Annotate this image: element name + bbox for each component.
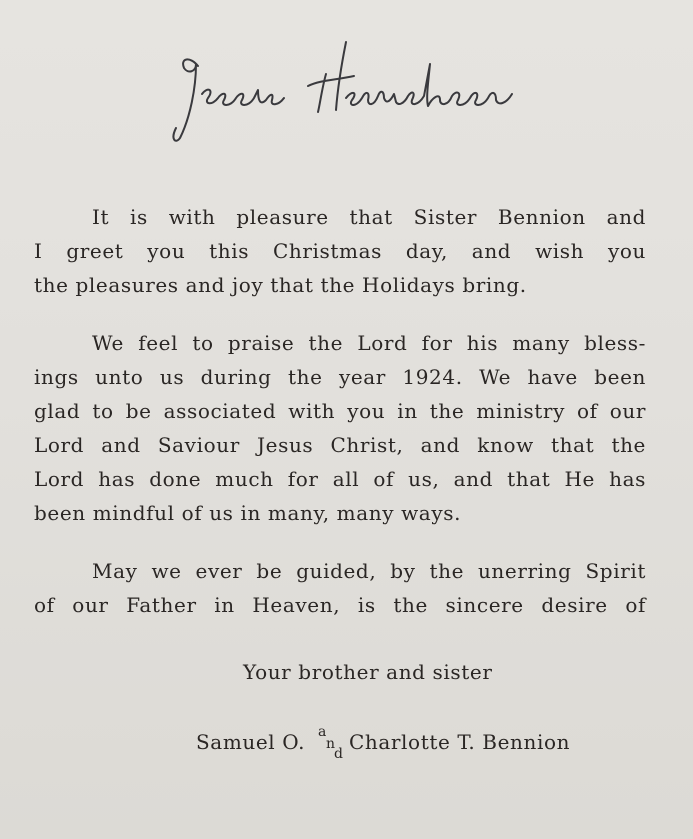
letter-body <box>34 200 646 622</box>
text-line: It is with pleasure that Sister Bennion and <box>92 205 646 229</box>
text-line: been mindful of us in many, many ways. <box>34 501 462 525</box>
sender-names <box>196 724 571 762</box>
paragraph-blessings <box>34 326 646 530</box>
text-line: glad to be associated with you in the ministry of our <box>34 399 646 423</box>
and-letter-d: d <box>334 746 344 762</box>
sender-second-name: Charlotte T. Bennion <box>348 730 571 754</box>
text-line: the pleasures and joy that the Holidays bring. <box>34 273 527 297</box>
sender-first-name: Samuel O. <box>196 730 306 754</box>
paragraph-wishes <box>34 554 646 622</box>
and-letter-a: a <box>318 724 327 740</box>
text-line: I greet you this Christmas day, and wish you <box>34 239 646 263</box>
and-letter-n: n <box>326 736 336 752</box>
text-line: Lord has done much for all of us, and that He has <box>34 467 646 491</box>
text-line: ings unto us during the year 1924. We have been <box>34 365 646 389</box>
paragraph-greeting <box>34 200 646 302</box>
text-line: May we ever be guided, by the unerring Spirit <box>92 559 646 583</box>
handwritten-signature <box>150 28 550 148</box>
signature-drawing <box>150 28 550 148</box>
closing-line: Your brother and sister <box>243 660 493 684</box>
text-line: We feel to praise the Lord for his many bless- <box>92 331 646 355</box>
and-conjunction <box>312 724 344 762</box>
text-line: Lord and Saviour Jesus Christ, and know that the <box>34 433 646 457</box>
text-line: of our Father in Heaven, is the sincere desire of <box>34 593 646 617</box>
